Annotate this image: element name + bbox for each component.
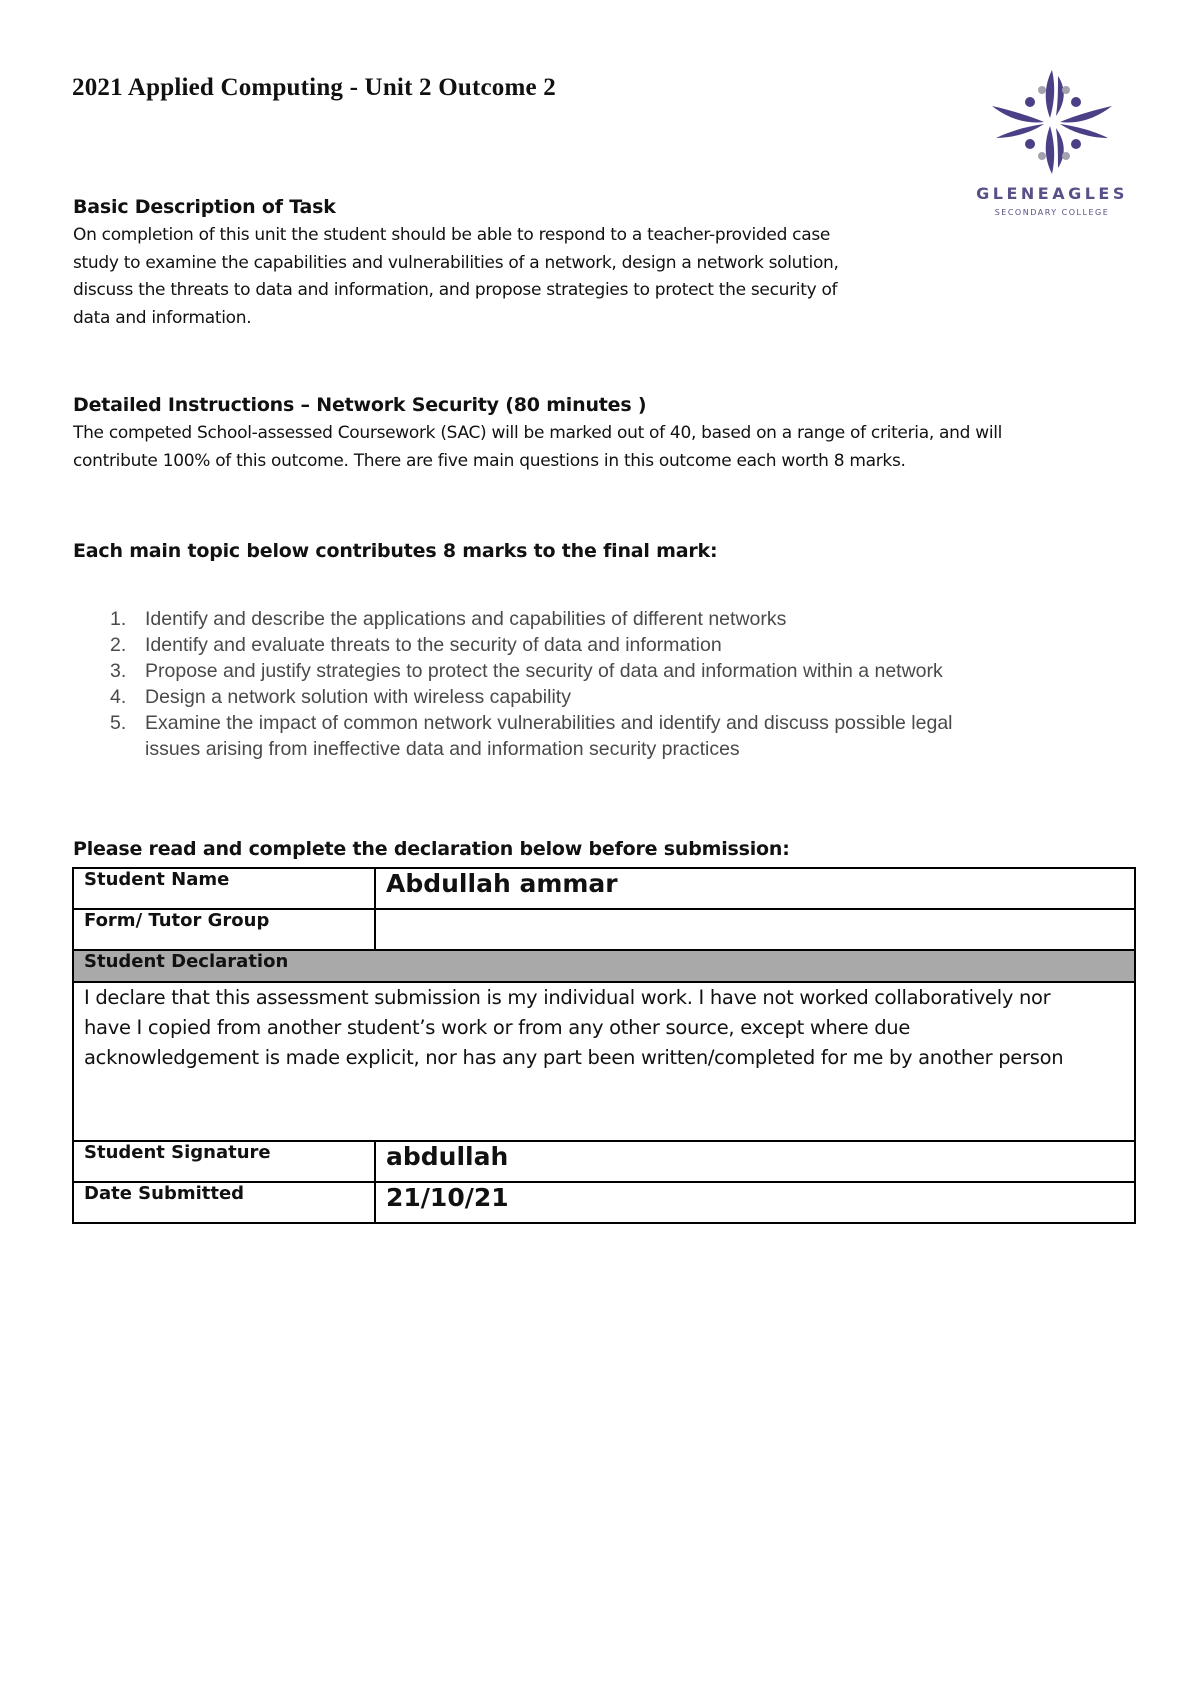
basic-description-section (73, 196, 933, 332)
list-item-text: Examine the impact of common network vulnerabilities and identify and discuss possible legal (145, 712, 953, 734)
date-submitted-label: Date Submitted (73, 1182, 375, 1223)
table-row (73, 1182, 1135, 1223)
declaration-line: acknowledgement is made explicit, nor has any part been written/completed for me by another person (84, 1046, 1064, 1069)
list-item-number: 1. (110, 608, 127, 630)
form-group-field[interactable] (375, 909, 1135, 950)
student-declaration-header: Student Declaration (73, 950, 1135, 982)
student-signature-field[interactable]: abdullah (375, 1141, 1135, 1182)
table-row (73, 868, 1135, 909)
logo-subtitle: SECONDARY COLLEGE (994, 208, 1110, 217)
declaration-statement (73, 982, 1135, 1141)
list-item-number: 4. (110, 686, 127, 708)
list-item-text: Identify and describe the applications and capabilities of different networks (145, 608, 787, 630)
list-item (104, 632, 1094, 658)
basic-description-line: On completion of this unit the student should be able to respond to a teacher-provided case (73, 225, 831, 245)
list-item-number: 3. (110, 660, 127, 682)
date-submitted-field[interactable]: 21/10/21 (375, 1182, 1135, 1223)
list-item (104, 658, 1094, 684)
list-item-text: Identify and evaluate threats to the security of data and information (145, 634, 722, 656)
basic-description-line: discuss the threats to data and information, and propose strategies to protect the security of (73, 280, 838, 300)
table-row (73, 982, 1135, 1141)
detailed-instructions-heading: Detailed Instructions – Network Security (80 minutes ) (73, 394, 647, 416)
topics-heading: Each main topic below contributes 8 marks to the final mark: (73, 540, 718, 562)
form-group-label: Form/ Tutor Group (73, 909, 375, 950)
basic-description-line: study to examine the capabilities and vulnerabilities of a network, design a network solution, (73, 252, 839, 273)
list-item (104, 710, 1094, 762)
detailed-instructions-section (73, 394, 1133, 475)
basic-description-line: data and information. (73, 307, 252, 328)
declaration-intro: Please read and complete the declaration below before submission: (73, 838, 790, 860)
student-name-field[interactable]: Abdullah ammar (375, 868, 1135, 909)
list-item-text: issues arising from ineffective data and information security practices (145, 738, 740, 760)
list-item (104, 684, 1094, 710)
declaration-line: have I copied from another student’s work or from any other source, except where due (84, 1016, 911, 1039)
list-item-number: 2. (110, 634, 127, 656)
student-name-label: Student Name (73, 868, 375, 909)
detailed-instructions-body (73, 420, 1133, 475)
school-logo (962, 66, 1142, 226)
topics-list (104, 606, 1094, 762)
declaration-table (72, 867, 1136, 1224)
list-item (104, 606, 1094, 632)
declaration-line: I declare that this assessment submission is my individual work. I have not worked collaboratively nor (84, 986, 1051, 1009)
list-item-text: Design a network solution with wireless capability (145, 686, 571, 708)
gleneagles-emblem-icon (986, 66, 1118, 178)
table-row (73, 909, 1135, 950)
basic-description-body (73, 222, 933, 332)
table-row (73, 950, 1135, 982)
student-signature-label: Student Signature (73, 1141, 375, 1182)
page-title: 2021 Applied Computing - Unit 2 Outcome 2 (72, 74, 556, 101)
detailed-instructions-line: contribute 100% of this outcome. There are five main questions in this outcome each worth 8 marks. (73, 450, 906, 471)
list-item-text: Propose and justify strategies to protect the security of data and information within a network (145, 660, 943, 682)
list-item-number: 5. (110, 712, 127, 734)
detailed-instructions-line: The competed School-assessed Coursework (SAC) will be marked out of 40, based on a range of criteria, and will (73, 423, 1003, 443)
table-row (73, 1141, 1135, 1182)
basic-description-heading: Basic Description of Task (73, 196, 336, 218)
logo-name: GLENEAGLES (976, 184, 1128, 203)
